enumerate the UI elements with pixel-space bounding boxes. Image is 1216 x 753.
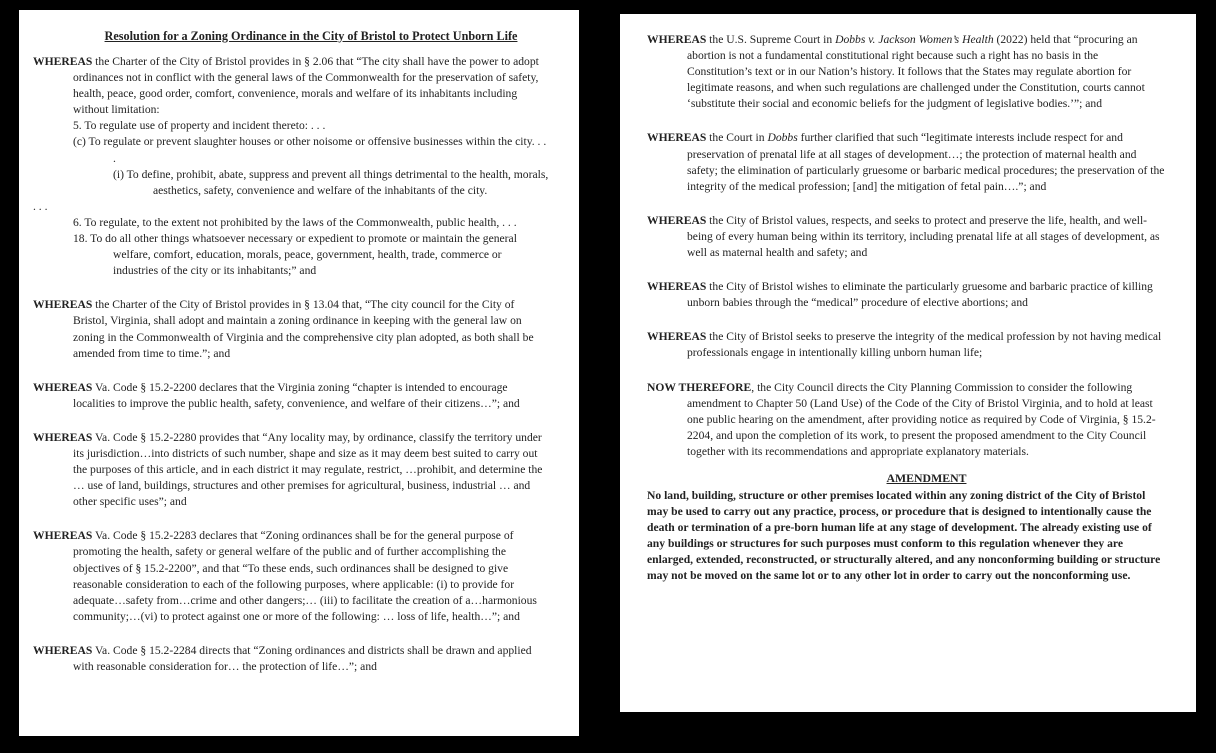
whereas-label: WHEREAS <box>33 380 93 394</box>
amendment-text: No land, building, structure or other premises located within any zoning district of the City of Bristol may be used to carry out any practice, process, or procedure that is designed to intentionally cause the death or termination of a pre-born human life at any stage of development. The already existing use of any buildings or structures for such purposes must conform to this regulation whenever they are enlarged, extended, reconstructed, or structurally altered, and any nonconforming building or structure may not be moved on the same lot or to any other lot in order to carry out the nonconforming use. <box>647 488 1161 583</box>
now-therefore-label: NOW THEREFORE <box>647 380 752 394</box>
clause-text: (2022) held that “procuring an abortion is not a fundamental constitutional right because such a right has no basis in the Constitution’s text or in our Nation’s history. It follows that the States may regulate abortion for legitimate reasons, and when such regulations are challenged under the Constitution, courts cannot ‘substitute their social and economic beliefs for the judgment of legislative bodies.’”; and <box>687 33 1145 111</box>
charter-item-5: 5. To regulate use of property and incident thereto: . . . <box>73 119 326 133</box>
whereas-label: WHEREAS <box>647 213 707 227</box>
clause-text: , the City Council directs the City Planning Commission to consider the following amendment to Chapter 50 (Land Use) of the Code of the City of Bristol Virginia, and to hold at least one public hearing on the amendment, after providing notice as required by Code of Virginia, § 15.2-2204, and upon the completion of its work, to present the proposed amendment to the City Council together with its recommendations and appropriate explanatory materials. <box>687 380 1156 458</box>
whereas-clause-charter-13-04 <box>33 297 549 361</box>
whereas-clause-15-2-2283 <box>33 528 549 625</box>
clause-text: Va. Code § 15.2-2200 declares that the Virginia zoning “chapter is intended to encourage localities to improve the public health, safety, convenience, and welfare of their citizens…”; and <box>73 380 520 410</box>
whereas-label: WHEREAS <box>33 529 93 543</box>
charter-item-i: (i) To define, prohibit, abate, suppress and prevent all things detrimental to the health, morals, aesthetics, safety, convenience and welfare of the inhabitants of the city. <box>113 167 549 197</box>
whereas-label: WHEREAS <box>33 430 93 444</box>
whereas-label: WHEREAS <box>33 55 93 68</box>
clause-text: the City of Bristol seeks to preserve the integrity of the medical profession by not having medical professionals engage in intentionally killing unborn human life; <box>687 330 1162 360</box>
now-therefore-clause <box>647 380 1166 460</box>
clause-text: Va. Code § 15.2-2280 provides that “Any locality may, by ordinance, classify the territory under its jurisdiction…into districts of such number, shape and size as it may deem best suited to carry out the purposes of this article, and in each district it may regulate, restrict, …prohibit, and determine the … use of land, buildings, structures and other premises for agricultural, business, industrial … and other specific uses”; and <box>73 430 543 509</box>
case-name: Dobbs <box>767 131 798 145</box>
clause-text: further clarified that such “legitimate interests include respect for and preservation of prenatal life at all stages of development…; the protection of maternal health and safety; the elimination of particularly gruesome or barbaric medical procedures; the preservation of the integrity of the medical profession; [and] the mitigation of fetal pain….”; and <box>687 131 1165 193</box>
clause-text: the City of Bristol wishes to eliminate the particularly gruesome and barbaric practice of killing unborn babies through the “medical” procedure of elective abortions; and <box>687 280 1153 310</box>
clause-text: the Charter of the City of Bristol provides in § 13.04 that, “The city council for the City of Bristol, Virginia, shall adopt and maintain a zoning ordinance in keeping with the general law on zoning in the Commonwealth of Virginia and the comprehensive city plan adopted, as both shall be amended from time to time.”; and <box>73 298 534 360</box>
whereas-label: WHEREAS <box>33 298 93 312</box>
charter-ellipsis: . . . <box>33 199 48 213</box>
clause-text: Va. Code § 15.2-2283 declares that “Zoning ordinances shall be for the general purpose of promoting the health, safety or general welfare of the public and of further accomplishing the objectives of § 15.2-2200”, and that “To these ends, such ordinances shall be designed to give reasonable consideration to each of the following purposes, where applicable: (i) to provide for adequate…safety from…crime and other dangers;… (iii) to facilitate the creation of a…harmonious community;…(vi) to protect against one or more of the following: … loss of life, health…”; and <box>73 529 537 623</box>
charter-item-6: 6. To regulate, to the extent not prohibited by the laws of the Commonwealth, public health, . . . <box>73 215 517 229</box>
whereas-label: WHEREAS <box>647 330 707 344</box>
whereas-clause-15-2-2280 <box>33 430 549 510</box>
whereas-clause-15-2-2200 <box>33 380 549 412</box>
case-name: Dobbs v. Jackson Women’s Health <box>835 33 994 46</box>
whereas-label: WHEREAS <box>647 280 707 294</box>
whereas-clause-values <box>647 213 1166 261</box>
clause-text: the Charter of the City of Bristol provides in § 2.06 that “The city shall have the power to adopt ordinances not in conflict with the general laws of the Commonwealth for the preservation of safety, health, peace, good order, comfort, convenience, morals and welfare of its inhabitants including without limitation: <box>73 55 539 117</box>
clause-text: the City of Bristol values, respects, and seeks to protect and preserve the life, health, and well-being of every human being within its territory, including prenatal life at all stages of development, as well as maternal health and safety; and <box>687 213 1160 260</box>
clause-text: Va. Code § 15.2-2284 directs that “Zoning ordinances and districts shall be drawn and applied with reasonable consideration for… the protection of life…”; and <box>73 643 532 673</box>
whereas-clause-medical-integrity <box>647 329 1166 361</box>
whereas-label: WHEREAS <box>647 33 707 46</box>
whereas-clause-dobbs-interests <box>647 130 1166 194</box>
document-page-1 <box>19 10 579 736</box>
whereas-clause-eliminate <box>647 279 1166 311</box>
amendment-heading: AMENDMENT <box>886 470 967 485</box>
charter-item-18: 18. To do all other things whatsoever necessary or expedient to promote or maintain the general welfare, comfort, education, morals, peace, government, health, trade, commerce or industries of the city or its inhabitants;” and <box>73 232 517 278</box>
whereas-label: WHEREAS <box>33 643 93 657</box>
whereas-clause-dobbs-holding <box>647 32 1166 112</box>
whereas-label: WHEREAS <box>647 131 707 145</box>
charter-item-c: (c) To regulate or prevent slaughter houses or other noisome or offensive businesses within the city. . . . <box>73 135 547 165</box>
document-page-2 <box>620 14 1196 712</box>
page-title: Resolution for a Zoning Ordinance in the City of Bristol to Protect Unborn Life <box>104 29 518 43</box>
whereas-clause-15-2-2284 <box>33 643 549 675</box>
clause-text: the U.S. Supreme Court in <box>706 33 836 46</box>
whereas-clause-charter-2-06 <box>33 54 549 118</box>
clause-text: the Court in <box>706 131 768 145</box>
